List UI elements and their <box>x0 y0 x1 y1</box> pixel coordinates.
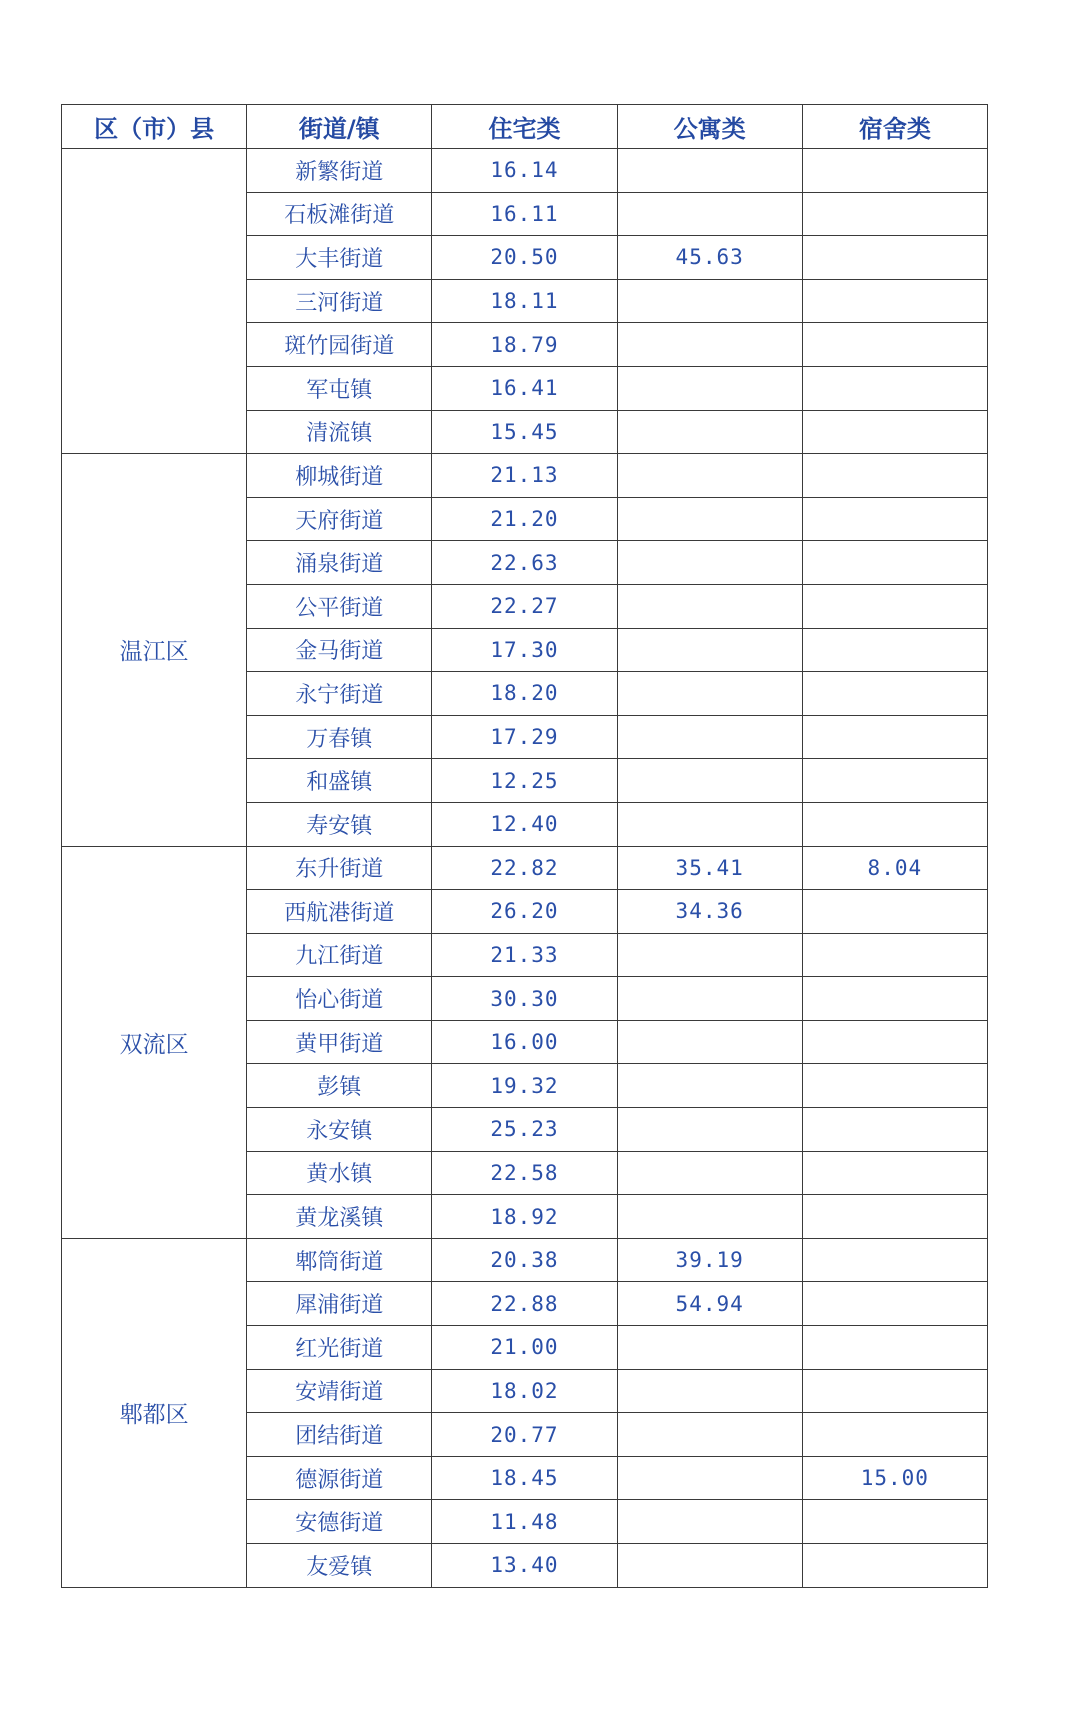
residential-cell: 17.29 <box>432 715 617 759</box>
apartment-cell <box>617 410 802 454</box>
residential-cell: 19.32 <box>432 1064 617 1108</box>
apartment-cell <box>617 1456 802 1500</box>
dormitory-cell <box>802 1326 987 1370</box>
residential-cell: 16.41 <box>432 366 617 410</box>
street-cell: 涌泉街道 <box>247 541 432 585</box>
apartment-cell <box>617 759 802 803</box>
table-row <box>62 454 988 498</box>
street-cell: 斑竹园街道 <box>247 323 432 367</box>
street-cell: 石板滩街道 <box>247 192 432 236</box>
apartment-cell <box>617 1326 802 1370</box>
residential-cell: 22.58 <box>432 1151 617 1195</box>
residential-cell: 22.88 <box>432 1282 617 1326</box>
price-table <box>61 104 988 1588</box>
header-residential: 住宅类 <box>432 105 617 149</box>
residential-cell: 30.30 <box>432 977 617 1021</box>
district-cell: 双流区 <box>62 846 247 1238</box>
apartment-cell <box>617 366 802 410</box>
apartment-cell <box>617 279 802 323</box>
header-apartment: 公寓类 <box>617 105 802 149</box>
street-cell: 安德街道 <box>247 1500 432 1544</box>
apartment-cell <box>617 715 802 759</box>
table-header <box>62 105 988 149</box>
apartment-cell <box>617 541 802 585</box>
dormitory-cell <box>802 1020 987 1064</box>
dormitory-cell <box>802 628 987 672</box>
residential-cell: 16.00 <box>432 1020 617 1064</box>
apartment-cell <box>617 1500 802 1544</box>
dormitory-cell <box>802 584 987 628</box>
dormitory-cell: 8.04 <box>802 846 987 890</box>
dormitory-cell <box>802 410 987 454</box>
apartment-cell <box>617 1108 802 1152</box>
apartment-cell: 39.19 <box>617 1238 802 1282</box>
apartment-cell: 45.63 <box>617 236 802 280</box>
apartment-cell: 35.41 <box>617 846 802 890</box>
district-cell <box>62 149 247 454</box>
street-cell: 黄水镇 <box>247 1151 432 1195</box>
residential-cell: 16.14 <box>432 149 617 193</box>
apartment-cell <box>617 1151 802 1195</box>
street-cell: 彭镇 <box>247 1064 432 1108</box>
street-cell: 清流镇 <box>247 410 432 454</box>
dormitory-cell <box>802 977 987 1021</box>
dormitory-cell: 15.00 <box>802 1456 987 1500</box>
data-table-container <box>61 104 987 1588</box>
street-cell: 公平街道 <box>247 584 432 628</box>
dormitory-cell <box>802 1151 987 1195</box>
street-cell: 郫筒街道 <box>247 1238 432 1282</box>
dormitory-cell <box>802 715 987 759</box>
apartment-cell <box>617 323 802 367</box>
dormitory-cell <box>802 497 987 541</box>
apartment-cell <box>617 584 802 628</box>
table-body <box>62 149 988 1588</box>
dormitory-cell <box>802 1413 987 1457</box>
street-cell: 三河街道 <box>247 279 432 323</box>
residential-cell: 21.33 <box>432 933 617 977</box>
dormitory-cell <box>802 366 987 410</box>
apartment-cell <box>617 628 802 672</box>
dormitory-cell <box>802 1369 987 1413</box>
residential-cell: 18.20 <box>432 672 617 716</box>
street-cell: 黄龙溪镇 <box>247 1195 432 1239</box>
street-cell: 东升街道 <box>247 846 432 890</box>
residential-cell: 22.63 <box>432 541 617 585</box>
street-cell: 新繁街道 <box>247 149 432 193</box>
apartment-cell <box>617 1195 802 1239</box>
dormitory-cell <box>802 1108 987 1152</box>
apartment-cell <box>617 933 802 977</box>
residential-cell: 20.50 <box>432 236 617 280</box>
residential-cell: 13.40 <box>432 1544 617 1588</box>
apartment-cell <box>617 192 802 236</box>
residential-cell: 18.02 <box>432 1369 617 1413</box>
header-district: 区（市）县 <box>62 105 247 149</box>
street-cell: 团结街道 <box>247 1413 432 1457</box>
street-cell: 军屯镇 <box>247 366 432 410</box>
street-cell: 金马街道 <box>247 628 432 672</box>
street-cell: 黄甲街道 <box>247 1020 432 1064</box>
dormitory-cell <box>802 759 987 803</box>
street-cell: 柳城街道 <box>247 454 432 498</box>
residential-cell: 20.77 <box>432 1413 617 1457</box>
residential-cell: 18.92 <box>432 1195 617 1239</box>
residential-cell: 22.27 <box>432 584 617 628</box>
apartment-cell <box>617 1369 802 1413</box>
dormitory-cell <box>802 1238 987 1282</box>
header-street: 街道/镇 <box>247 105 432 149</box>
dormitory-cell <box>802 1544 987 1588</box>
residential-cell: 12.40 <box>432 802 617 846</box>
residential-cell: 12.25 <box>432 759 617 803</box>
residential-cell: 26.20 <box>432 890 617 934</box>
street-cell: 永宁街道 <box>247 672 432 716</box>
street-cell: 九江街道 <box>247 933 432 977</box>
dormitory-cell <box>802 802 987 846</box>
apartment-cell <box>617 149 802 193</box>
dormitory-cell <box>802 541 987 585</box>
residential-cell: 15.45 <box>432 410 617 454</box>
street-cell: 寿安镇 <box>247 802 432 846</box>
apartment-cell: 54.94 <box>617 1282 802 1326</box>
dormitory-cell <box>802 279 987 323</box>
dormitory-cell <box>802 1064 987 1108</box>
residential-cell: 18.79 <box>432 323 617 367</box>
residential-cell: 21.13 <box>432 454 617 498</box>
street-cell: 安靖街道 <box>247 1369 432 1413</box>
residential-cell: 16.11 <box>432 192 617 236</box>
district-cell: 郫都区 <box>62 1238 247 1587</box>
residential-cell: 21.20 <box>432 497 617 541</box>
apartment-cell <box>617 1064 802 1108</box>
street-cell: 西航港街道 <box>247 890 432 934</box>
apartment-cell <box>617 802 802 846</box>
dormitory-cell <box>802 1500 987 1544</box>
header-dormitory: 宿舍类 <box>802 105 987 149</box>
dormitory-cell <box>802 1195 987 1239</box>
apartment-cell <box>617 1413 802 1457</box>
residential-cell: 25.23 <box>432 1108 617 1152</box>
street-cell: 红光街道 <box>247 1326 432 1370</box>
apartment-cell <box>617 497 802 541</box>
residential-cell: 18.45 <box>432 1456 617 1500</box>
apartment-cell <box>617 977 802 1021</box>
dormitory-cell <box>802 192 987 236</box>
table-row <box>62 1238 988 1282</box>
dormitory-cell <box>802 149 987 193</box>
dormitory-cell <box>802 1282 987 1326</box>
street-cell: 大丰街道 <box>247 236 432 280</box>
dormitory-cell <box>802 672 987 716</box>
apartment-cell <box>617 1544 802 1588</box>
table-row <box>62 846 988 890</box>
apartment-cell: 34.36 <box>617 890 802 934</box>
apartment-cell <box>617 454 802 498</box>
street-cell: 德源街道 <box>247 1456 432 1500</box>
residential-cell: 11.48 <box>432 1500 617 1544</box>
dormitory-cell <box>802 890 987 934</box>
street-cell: 怡心街道 <box>247 977 432 1021</box>
dormitory-cell <box>802 236 987 280</box>
street-cell: 万春镇 <box>247 715 432 759</box>
dormitory-cell <box>802 454 987 498</box>
apartment-cell <box>617 1020 802 1064</box>
residential-cell: 18.11 <box>432 279 617 323</box>
residential-cell: 21.00 <box>432 1326 617 1370</box>
street-cell: 天府街道 <box>247 497 432 541</box>
header-row <box>62 105 988 149</box>
district-cell: 温江区 <box>62 454 247 846</box>
street-cell: 永安镇 <box>247 1108 432 1152</box>
street-cell: 友爱镇 <box>247 1544 432 1588</box>
dormitory-cell <box>802 323 987 367</box>
street-cell: 和盛镇 <box>247 759 432 803</box>
residential-cell: 17.30 <box>432 628 617 672</box>
table-row <box>62 149 988 193</box>
residential-cell: 22.82 <box>432 846 617 890</box>
dormitory-cell <box>802 933 987 977</box>
apartment-cell <box>617 672 802 716</box>
street-cell: 犀浦街道 <box>247 1282 432 1326</box>
residential-cell: 20.38 <box>432 1238 617 1282</box>
